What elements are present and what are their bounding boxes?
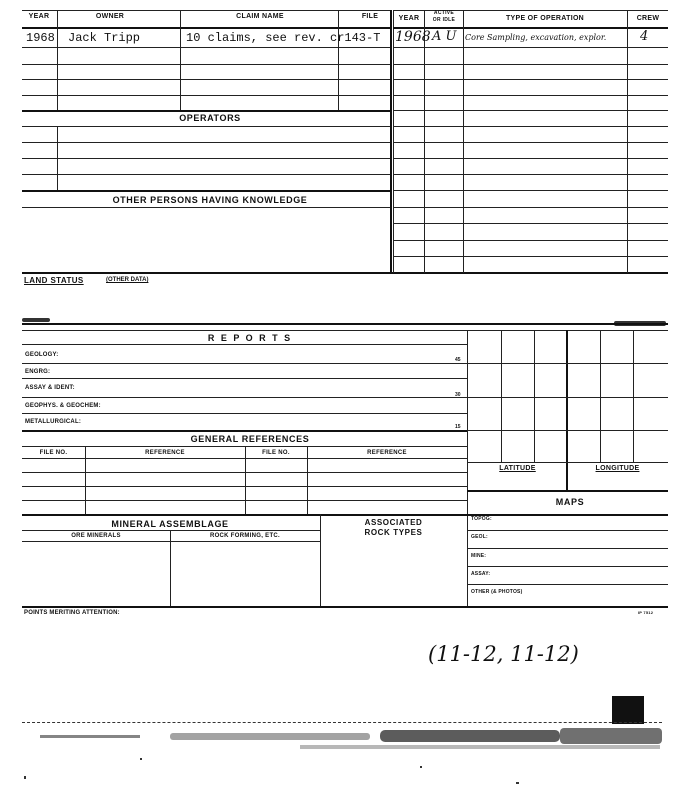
rule xyxy=(393,64,668,65)
row-file: cr143-T xyxy=(330,31,381,45)
rule xyxy=(85,446,86,514)
header-or-idle: OR IDLE xyxy=(432,17,456,23)
rule xyxy=(393,207,668,208)
rule xyxy=(467,462,668,463)
rule xyxy=(22,27,390,29)
rule xyxy=(600,330,601,462)
rule xyxy=(467,363,668,364)
rock-types-label: ROCK TYPES xyxy=(364,528,423,537)
general-references-title: GENERAL REFERENCES xyxy=(190,434,310,444)
rule xyxy=(22,430,467,432)
latitude-label: LATITUDE xyxy=(499,465,536,472)
noise-band xyxy=(40,735,140,738)
rule xyxy=(467,530,668,531)
noise-band xyxy=(170,733,370,740)
ref-header-file-no-2: FILE NO. xyxy=(262,450,290,456)
handwritten-note: (11-12, 11-12) xyxy=(428,642,579,666)
rule xyxy=(393,110,668,111)
ref-header-reference-2: REFERENCE xyxy=(367,450,407,456)
rule xyxy=(393,174,668,175)
row-owner: Jack Tripp xyxy=(68,31,141,45)
speck xyxy=(420,766,422,768)
rule xyxy=(307,446,308,514)
rule xyxy=(170,530,171,607)
row-claim-name: 10 claims, see rev. xyxy=(186,31,323,45)
rule xyxy=(22,458,467,459)
rule xyxy=(22,330,668,331)
rule xyxy=(393,47,668,48)
rule xyxy=(393,158,668,159)
rule xyxy=(22,126,390,127)
rule xyxy=(467,584,668,585)
rule xyxy=(566,330,568,490)
rule xyxy=(22,397,467,398)
rule xyxy=(467,430,668,431)
row-year: 1968 xyxy=(26,31,55,45)
rule xyxy=(22,514,668,516)
speck xyxy=(516,782,519,784)
map-mine-label: MINE: xyxy=(471,553,487,559)
noise-band xyxy=(560,728,662,744)
rule xyxy=(22,500,467,501)
map-topog-label: TOPOG: xyxy=(471,516,492,522)
land-status-title: LAND STATUS xyxy=(24,276,84,285)
rule xyxy=(22,272,668,274)
op-year: 1968 xyxy=(395,29,431,45)
rule xyxy=(22,530,320,531)
ore-minerals-label: ORE MINERALS xyxy=(71,533,121,539)
rule xyxy=(22,344,467,345)
operators-title: OPERATORS xyxy=(179,113,241,123)
ref-header-reference: REFERENCE xyxy=(145,450,185,456)
rule xyxy=(393,79,668,80)
report-engrg-label: ENGRG: xyxy=(25,369,51,375)
header-file: FILE xyxy=(361,13,379,20)
report-geophys-label: GEOPHYS. & GEOCHEM: xyxy=(25,403,101,409)
report-assay-label: ASSAY & IDENT: xyxy=(25,385,75,391)
header-crew: CREW xyxy=(636,15,660,22)
noise-band xyxy=(300,745,660,749)
rule xyxy=(22,190,390,192)
rule xyxy=(22,541,320,542)
rule xyxy=(22,110,390,112)
rule xyxy=(22,413,467,414)
speck xyxy=(140,758,142,760)
rule xyxy=(22,10,390,11)
rule xyxy=(393,126,668,127)
rule xyxy=(57,126,58,190)
rule xyxy=(467,566,668,567)
rule xyxy=(22,323,668,325)
report-metallurgical-label: METALLURGICAL: xyxy=(25,419,82,425)
rule xyxy=(22,486,467,487)
op-type: Core Sampling, excavation, explor. xyxy=(465,33,607,42)
rule xyxy=(22,378,467,379)
rule xyxy=(467,548,668,549)
rule xyxy=(390,10,392,273)
report-geology-number: 45 xyxy=(455,357,461,363)
header-active: ACTIVE xyxy=(433,10,455,16)
rule xyxy=(393,95,668,96)
points-meriting-attention: POINTS MERITING ATTENTION: xyxy=(24,610,120,616)
noise-band xyxy=(380,730,560,742)
rule xyxy=(467,397,668,398)
rule xyxy=(22,95,390,96)
report-assay-number: 30 xyxy=(455,392,461,398)
smudge xyxy=(22,318,50,322)
black-square xyxy=(612,696,644,724)
rule xyxy=(22,174,390,175)
header-type-of-operation: TYPE OF OPERATION xyxy=(505,15,585,22)
rule xyxy=(22,363,467,364)
header-claim-name: CLAIM NAME xyxy=(236,13,284,20)
op-status: A U xyxy=(432,29,457,44)
rule xyxy=(22,79,390,80)
reports-title: R E P O R T S xyxy=(207,333,293,343)
rule xyxy=(534,330,535,462)
rule xyxy=(501,330,502,462)
map-assay-label: ASSAY: xyxy=(471,571,491,577)
op-crew: 4 xyxy=(640,29,649,44)
rule xyxy=(393,240,668,241)
map-geol-label: GEOL: xyxy=(471,534,488,540)
rule xyxy=(393,190,668,191)
rule xyxy=(633,330,634,462)
report-geology-label: GEOLOGY: xyxy=(25,352,59,358)
ref-header-file-no: FILE NO. xyxy=(39,450,68,456)
speck xyxy=(24,776,26,779)
rule xyxy=(22,207,390,208)
form-number: IP 7512 xyxy=(638,610,654,615)
knowledge-title: OTHER PERSONS HAVING KNOWLEDGE xyxy=(112,195,308,205)
rule xyxy=(22,142,390,143)
rule xyxy=(22,606,668,608)
noise-line xyxy=(22,722,662,723)
maps-title: MAPS xyxy=(555,497,585,507)
rule xyxy=(22,64,390,65)
header-owner: OWNER xyxy=(95,13,125,20)
rule xyxy=(22,472,467,473)
header-year: YEAR xyxy=(28,13,50,20)
rule xyxy=(393,142,668,143)
rule xyxy=(22,158,390,159)
rule xyxy=(22,47,390,48)
associated-label: ASSOCIATED xyxy=(364,518,423,527)
rock-forming-label: ROCK FORMING, ETC. xyxy=(209,533,281,539)
land-status-subtitle: (OTHER DATA) xyxy=(106,277,149,283)
header-op-year: YEAR xyxy=(398,15,420,22)
longitude-label: LONGITUDE xyxy=(595,465,640,472)
map-other-label: OTHER (& PHOTOS) xyxy=(471,589,523,595)
rule xyxy=(467,490,668,492)
mineral-assemblage-title: MINERAL ASSEMBLAGE xyxy=(111,519,229,529)
rule xyxy=(245,446,246,514)
rule xyxy=(393,256,668,257)
rule xyxy=(393,223,668,224)
report-metallurgical-number: 15 xyxy=(455,424,461,430)
